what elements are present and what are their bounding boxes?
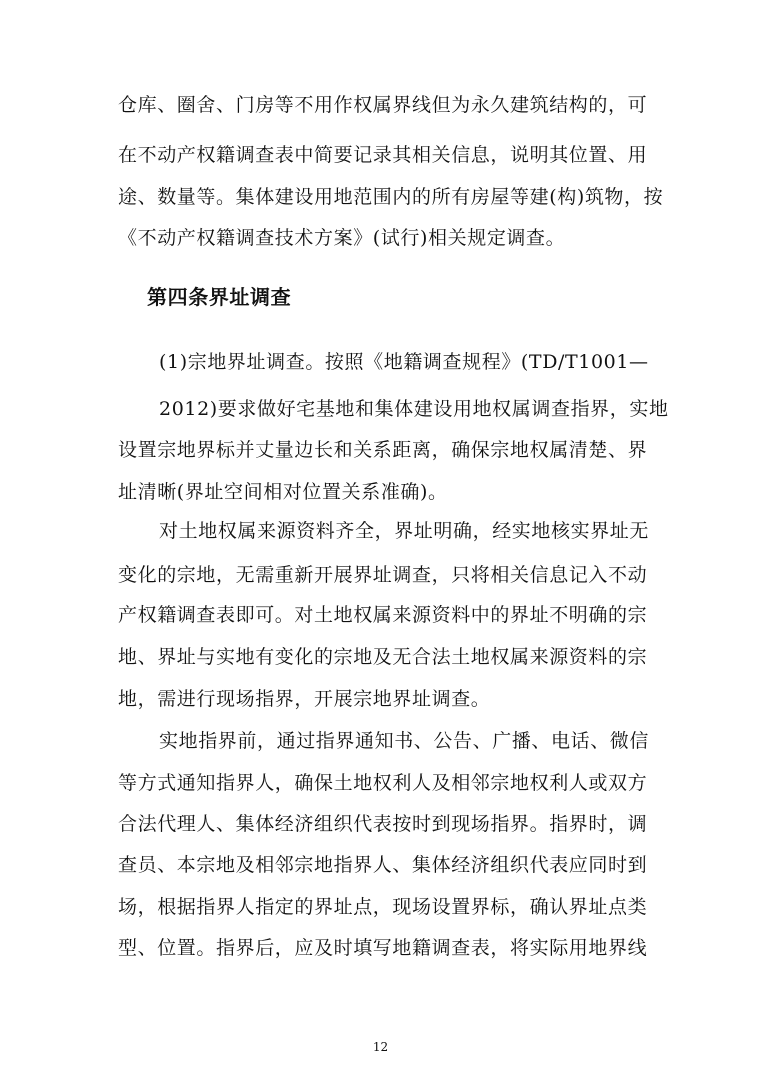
text-line: 对土地权属来源资料齐全，界址明确，经实地核实界址无 [159, 520, 650, 542]
text-line: (1)宗地界址调查。按照《地籍调查规程》(TD/T1001— [159, 351, 649, 373]
section-heading: 第四条界址调查 [147, 285, 292, 309]
page-number: 12 [372, 1040, 389, 1054]
text-line: 等方式通知指界人，确保土地权利人及相邻宗地权利人或双方 [118, 772, 648, 794]
text-line: 仓库、圈舍、门房等不用作权属界线但为永久建筑结构的，可 [118, 94, 648, 116]
text-line: 查员、本宗地及相邻宗地指界人、集体经济组织代表应同时到 [118, 854, 648, 876]
text-line: 在不动产权籍调查表中简要记录其相关信息，说明其位置、用 [118, 144, 648, 166]
text-line: 2012)要求做好宅基地和集体建设用地权属调查指界，实地 [159, 398, 669, 420]
text-line: 址清晰(界址空间相对位置关系准确)。 [118, 481, 448, 503]
text-line: 途、数量等。集体建设用地范围内的所有房屋等建(构)筑物，按 [118, 186, 664, 208]
text-line: 地、界址与实地有变化的宗地及无合法土地权属来源资料的宗 [118, 646, 648, 668]
text-line: 合法代理人、集体经济组织代表按时到现场指界。指界时，调 [118, 813, 648, 835]
text-line: 地，需进行现场指界，开展宗地界址调查。 [118, 688, 491, 710]
text-line: 场，根据指界人指定的界址点，现场设置界标，确认界址点类 [118, 896, 648, 918]
text-line: 设置宗地界标并丈量边长和关系距离，确保宗地权属清楚、界 [118, 439, 648, 461]
text-line: 型、位置。指界后，应及时填写地籍调查表，将实际用地界线 [118, 937, 648, 959]
text-line: 变化的宗地，无需重新开展界址调查，只将相关信息记入不动 [118, 564, 648, 586]
text-line: 《不动产权籍调查技术方案》(试行)相关规定调查。 [118, 227, 566, 249]
text-line: 实地指界前，通过指界通知书、公告、广播、电话、微信 [159, 730, 650, 752]
text-line: 产权籍调查表即可。对土地权属来源资料中的界址不明确的宗 [118, 604, 648, 626]
